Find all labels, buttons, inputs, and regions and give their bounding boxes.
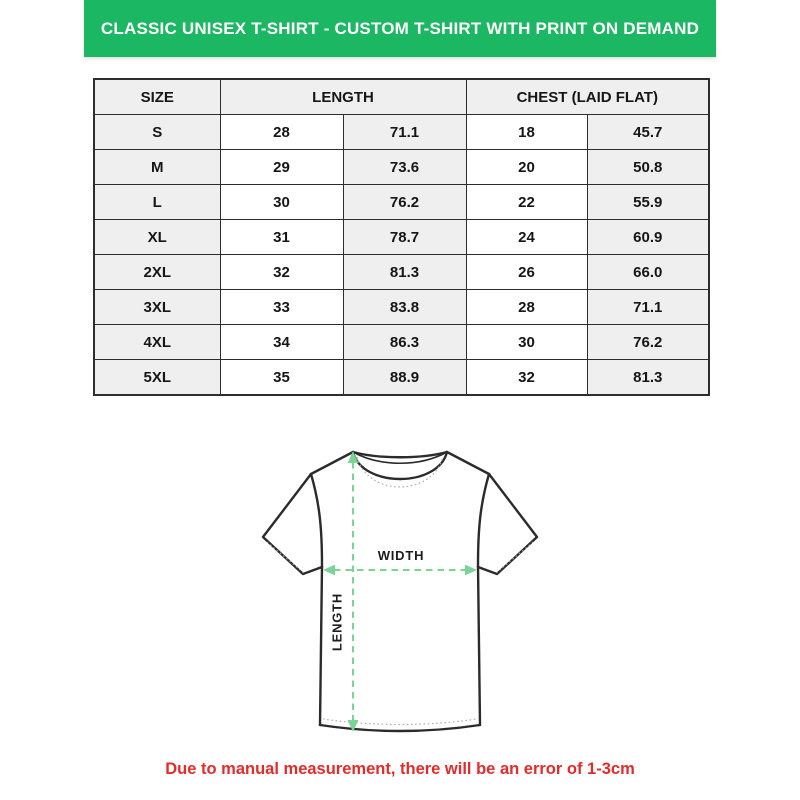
chest-cm-cell: 76.2 [587,325,709,360]
left-shoulder-seam [311,452,353,474]
chest-in-cell: 28 [466,290,587,325]
chest-cm-cell: 55.9 [587,185,709,220]
table-row [94,325,709,360]
size-table-body [94,115,709,396]
chest-cm-cell: 45.7 [587,115,709,150]
right-shoulder-seam [447,452,489,474]
table-row [94,360,709,396]
tshirt-outline [263,452,537,731]
table-row [94,220,709,255]
length-in-cell: 35 [220,360,343,396]
header-chest: CHEST (LAID FLAT) [466,79,709,115]
chest-in-cell: 30 [466,325,587,360]
table-row [94,115,709,150]
size-cell: 4XL [94,325,220,360]
size-cell: 2XL [94,255,220,290]
left-armhole [311,474,322,566]
length-cm-cell: 83.8 [343,290,466,325]
chest-cm-cell: 66.0 [587,255,709,290]
length-label: LENGTH [329,592,345,652]
size-table [93,78,710,396]
size-cell: S [94,115,220,150]
chest-in-cell: 32 [466,360,587,396]
right-body-side [478,566,480,725]
chest-in-cell: 24 [466,220,587,255]
chest-cm-cell: 71.1 [587,290,709,325]
chest-in-cell: 20 [466,150,587,185]
width-arrowhead-right [465,565,477,576]
length-cm-cell: 78.7 [343,220,466,255]
table-row [94,150,709,185]
chest-cm-cell: 60.9 [587,220,709,255]
header-size: SIZE [94,79,220,115]
measurement-note: Due to manual measurement, there will be an error of 1-3cm [165,760,635,778]
length-in-cell: 30 [220,185,343,220]
size-cell: 3XL [94,290,220,325]
length-cm-cell: 76.2 [343,185,466,220]
length-in-cell: 33 [220,290,343,325]
size-cell: XL [94,220,220,255]
size-cell: L [94,185,220,220]
hem-stitch [323,719,477,725]
chest-cm-cell: 50.8 [587,150,709,185]
stitch-lines [267,457,533,725]
chest-in-cell: 18 [466,115,587,150]
table-row [94,290,709,325]
size-cell: 5XL [94,360,220,396]
length-cm-cell: 71.1 [343,115,466,150]
width-arrow [323,565,477,576]
table-row [94,255,709,290]
left-sleeve [263,474,322,574]
length-in-cell: 28 [220,115,343,150]
length-in-cell: 34 [220,325,343,360]
length-in-cell: 31 [220,220,343,255]
size-cell: M [94,150,220,185]
chest-cm-cell: 81.3 [587,360,709,396]
length-arrow [348,451,359,732]
collar-back-line [353,452,447,457]
length-cm-cell: 73.6 [343,150,466,185]
hem-line [320,725,480,731]
chest-in-cell: 22 [466,185,587,220]
left-body-side [320,566,322,725]
length-cm-cell: 88.9 [343,360,466,396]
table-row [94,185,709,220]
width-label: WIDTH [377,548,425,563]
length-in-cell: 32 [220,255,343,290]
page-title: CLASSIC UNISEX T-SHIRT - CUSTOM T-SHIRT WITH PRINT ON DEMAND [100,18,700,38]
chest-in-cell: 26 [466,255,587,290]
header-length: LENGTH [220,79,466,115]
width-arrowhead-left [323,565,335,576]
length-in-cell: 29 [220,150,343,185]
length-cm-cell: 86.3 [343,325,466,360]
table-header-row [94,79,709,115]
title-banner [84,0,716,57]
tshirt-measurement-diagram [247,436,553,752]
right-sleeve [478,474,537,574]
length-cm-cell: 81.3 [343,255,466,290]
right-armhole [478,474,489,566]
